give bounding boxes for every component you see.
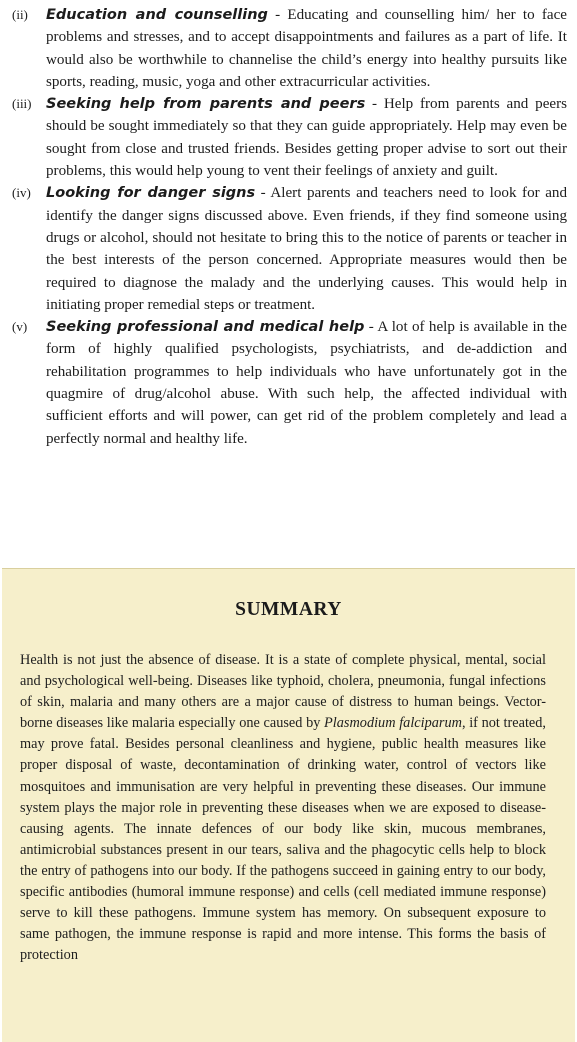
- summary-title: SUMMARY: [235, 599, 342, 620]
- item-term: Seeking professional and medical help: [46, 319, 365, 336]
- list-item: [8, 182, 571, 316]
- item-number: (v): [12, 319, 28, 335]
- summary-text-start: Health is not just the absence of disease. It is a state of complete physical, mental, social and psychological well-being. Diseases like typhoid, cholera, pneumonia, fungal infections of skin, malaria and many others are a major cause of distress to human beings. Vector-borne diseases like malaria especially one caused by: [20, 652, 546, 732]
- item-text: - Help from parents and peers should be sought immediately so that they can guide appropriately. Help may even be sought from close and trusted friends. Besides getting proper advise to sort out their problems, this would help young to vent their feelings of anxiety and guilt.: [46, 96, 567, 180]
- summary-box: [2, 568, 575, 1042]
- item-body: [46, 93, 571, 182]
- item-term: Education and counselling: [46, 7, 268, 23]
- item-term: Seeking help from parents and peers: [46, 96, 366, 113]
- list-item: [8, 93, 571, 182]
- measures-list: [8, 4, 571, 450]
- item-number: (ii): [12, 7, 28, 22]
- item-term: Looking for danger signs: [46, 185, 256, 202]
- item-body: [46, 316, 571, 450]
- item-text: - Alert parents and teachers need to look for and identify the danger signs discussed above. Even friends, if they find someone using drugs or alcohol, should not hesitate to bring this to the notice of parents or teacher in the best interests of the person concerned. Appropriate measures would then be required to diagnose the malady and the underlying causes. This would help in initiating proper remedial steps or treatment.: [46, 185, 567, 313]
- item-text: - A lot of help is available in the form of highly qualified psychologists, psychiatrists, and de-addiction and rehabilitation programmes to help individuals who have unfortunately got in the quagmire of drug/alcohol abuse. With such help, the affected individual with sufficient efforts and will power, can get rid of the problem completely and lead a perfectly normal and healthy life.: [46, 319, 567, 447]
- list-item: [8, 316, 571, 450]
- summary-italic-term: Plasmodium falciparum: [324, 715, 462, 732]
- item-number: (iv): [12, 185, 31, 201]
- item-number: (iii): [12, 96, 32, 112]
- item-body: [46, 4, 571, 93]
- item-text: - Educating and counselling him/ her to face problems and stresses, and to accept disappointments and failures as a part of life. It would also be worthwhile to channelise the child’s energy into healthy pursuits like sports, reading, music, yoga and other extracurricular activities.: [46, 7, 567, 90]
- summary-text-end: , if not treated, may prove fatal. Besides personal cleanliness and hygiene, public health measures like proper disposal of waste, decontamination of drinking water, control of vectors like mosquitoes and immunisation are very helpful in preventing these diseases. Our immune system plays the major role in preventing these diseases when we are exposed to disease-causing agents. The innate defences of our body like skin, mucous membranes, antimicrobial substances present in our tears, saliva and the phagocytic cells help to block the entry of pathogens into our body. If the pathogens succeed in gaining entry to our body, specific antibodies (humoral immune response) and cells (cell mediated immune response) serve to kill these pathogens. Immune system has memory. On subsequent exposure to same pathogen, the immune response is rapid and more intense. This forms the basis of protection: [20, 715, 546, 964]
- list-item: [8, 4, 571, 93]
- summary-paragraph: [20, 650, 546, 966]
- item-body: [46, 182, 571, 316]
